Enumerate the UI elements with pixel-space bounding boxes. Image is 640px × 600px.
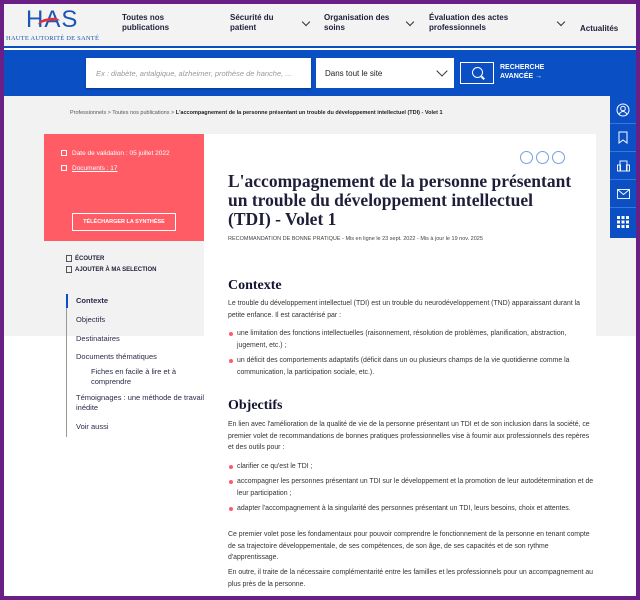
nav-label: Sécurité du (230, 13, 274, 22)
page-actions (66, 254, 156, 276)
section-heading-contexte: Contexte (228, 278, 282, 293)
advanced-search-label: RECHERCHE (500, 64, 545, 71)
breadcrumb-publications[interactable]: Toutes nos publications (112, 110, 170, 116)
nav-securite-patient[interactable] (230, 13, 274, 33)
site-header (4, 4, 636, 48)
section-heading-objectifs: Objectifs (228, 398, 283, 413)
listen-button[interactable] (66, 254, 156, 265)
nav-label: patient (230, 23, 257, 32)
table-of-contents (66, 294, 211, 437)
objectifs-intro: En lien avec l'amélioration de la qualité de vie de la personne présentant un TDI et de son inclusion dans la société, ce premier volet de recommandations de bonnes pratiques professionnelles vise à fournir aux professionnels des repères et des outils pour : (228, 421, 590, 452)
objectifs-bullet: accompagner les personnes présentant un TDI sur le développement et la promotion de leur autodétermination et de leur participation ; (228, 476, 596, 499)
nav-toutes-publications[interactable] (122, 13, 169, 33)
nav-organisation-soins[interactable] (324, 13, 389, 33)
breadcrumb-current: L'accompagnement de la personne présentant un trouble du développement intellectuel (TDI) - Volet 1 (175, 110, 443, 116)
nav-label: Actualités (580, 24, 619, 33)
advanced-search-link[interactable] (500, 63, 544, 81)
search-icon (472, 67, 483, 78)
nav-actualites[interactable] (580, 24, 618, 34)
nav-label: soins (324, 23, 345, 32)
objectifs-bullet: clarifier ce qu'est le TDI ; (228, 461, 596, 473)
user-icon[interactable] (610, 96, 636, 124)
chevron-down-icon (436, 65, 447, 76)
bookmark-icon (66, 266, 72, 273)
chevron-down-icon[interactable] (557, 18, 565, 26)
toc-active-indicator (66, 294, 68, 308)
logo-mark: HAS (26, 6, 79, 33)
calendar-icon (61, 150, 67, 156)
speaker-icon (66, 255, 72, 262)
toc-item-contexte[interactable]: Contexte (76, 296, 109, 305)
mail-icon[interactable] (610, 180, 636, 208)
search-button[interactable] (460, 62, 494, 84)
contexte-bullet: une limitation des fonctions intellectuelles (raisonnement, résolution de problèmes, planification, abstraction, jugement, etc.) ; (228, 328, 596, 351)
has-logo[interactable] (4, 6, 104, 46)
right-rail (610, 96, 636, 238)
search-scope-select[interactable] (316, 58, 454, 88)
contexte-bullet: un déficit des comportements adaptatifs (déficit dans un ou plusieurs champs de la vie quotidienne comme la communication, la participation sociale, etc.). (228, 355, 596, 378)
search-placeholder: Ex : diabète, antalgique, alzheimer, prothèse de hanche, ... (96, 68, 292, 78)
article-card (204, 134, 596, 596)
objectifs-bullet: adapter l'accompagnement à la singularité des personnes présentant un TDI, leurs besoins, choix et attentes. (228, 503, 596, 515)
nav-label: publications (122, 23, 170, 32)
nav-label: professionnels (429, 23, 486, 32)
add-selection-label: AJOUTER À MA SELECTION (75, 267, 157, 273)
nav-label: Toutes nos (122, 13, 165, 22)
breadcrumb-separator: > (107, 110, 111, 116)
document-icon (61, 165, 67, 171)
bookmark-icon[interactable] (610, 124, 636, 152)
info-card (44, 134, 204, 241)
article-meta: RECOMMANDATION DE BONNE PRATIQUE - Mis en ligne le 23 sept. 2022 - Mis à jour le 19 nov. 2025 (228, 236, 483, 242)
breadcrumb-separator: > (170, 110, 175, 116)
validation-date-text: Date de validation : 05 juillet 2022 (72, 150, 170, 157)
toc-item-fiches-falc[interactable]: Fiches en facile à lire et à comprendre (91, 367, 177, 386)
share-tools (520, 151, 565, 164)
documents-link-text[interactable]: Documents : 17 (72, 165, 118, 172)
nav-label: Organisation des (324, 13, 390, 22)
chevron-down-icon[interactable] (302, 18, 310, 26)
objectifs-paragraph: En outre, il traite de la nécessaire complémentarité entre les familles et les professionnels pour un accompagnement au plus près de la personne. (228, 569, 594, 588)
download-synthesis-button[interactable]: TÉLÉCHARGER LA SYNTHÈSE (72, 213, 176, 231)
toc-item-documents-thematiques[interactable]: Documents thématiques (76, 352, 157, 361)
add-selection-button[interactable] (66, 265, 156, 276)
print-icon[interactable] (552, 151, 565, 164)
objectifs-paragraph: Ce premier volet pose les fondamentaux pour pouvoir comprendre le fonctionnement de la personne en tenant compte de sa trajectoire développementale, de ses compétences, de son âge, de ses capacités et de son rythme d'apprentissage. (228, 531, 590, 562)
search-input[interactable] (86, 58, 311, 88)
share-icon[interactable] (536, 151, 549, 164)
contexte-intro: Le trouble du développement intellectuel (TDI) est un trouble du neurodéveloppement (TND) apparaissant durant la petite enfance. Il est caractérisé par : (228, 300, 581, 319)
search-bar (4, 50, 636, 96)
chevron-down-icon[interactable] (406, 18, 414, 26)
page-title: L'accompagnement de la personne présentant un trouble du développement intellectuel (TDI) - Volet 1 (228, 171, 572, 229)
nav-label: Évaluation des actes (429, 13, 509, 22)
toc-item-voir-aussi[interactable]: Voir aussi (76, 422, 109, 431)
toc-item-objectifs[interactable]: Objectifs (76, 315, 106, 324)
advanced-search-label: AVANCÉE → (500, 73, 543, 80)
listen-label: ÉCOUTER (75, 256, 105, 262)
logo-subtitle: HAUTE AUTORITÉ DE SANTÉ (6, 35, 100, 42)
quote-icon[interactable] (520, 151, 533, 164)
nav-evaluation-actes[interactable] (429, 13, 508, 33)
breadcrumb (70, 110, 570, 122)
breadcrumb-professionnels[interactable]: Professionnels (70, 110, 107, 116)
documents-link[interactable] (61, 165, 118, 172)
browser-page (4, 4, 636, 596)
search-scope-value: Dans tout le site (325, 68, 383, 78)
toc-item-temoignages[interactable]: Témoignages : une méthode de travail inédite (76, 393, 204, 412)
grid-icon[interactable] (610, 208, 636, 236)
validation-date (61, 150, 170, 157)
toc-item-destinataires[interactable]: Destinataires (76, 334, 120, 343)
building-icon[interactable] (610, 152, 636, 180)
